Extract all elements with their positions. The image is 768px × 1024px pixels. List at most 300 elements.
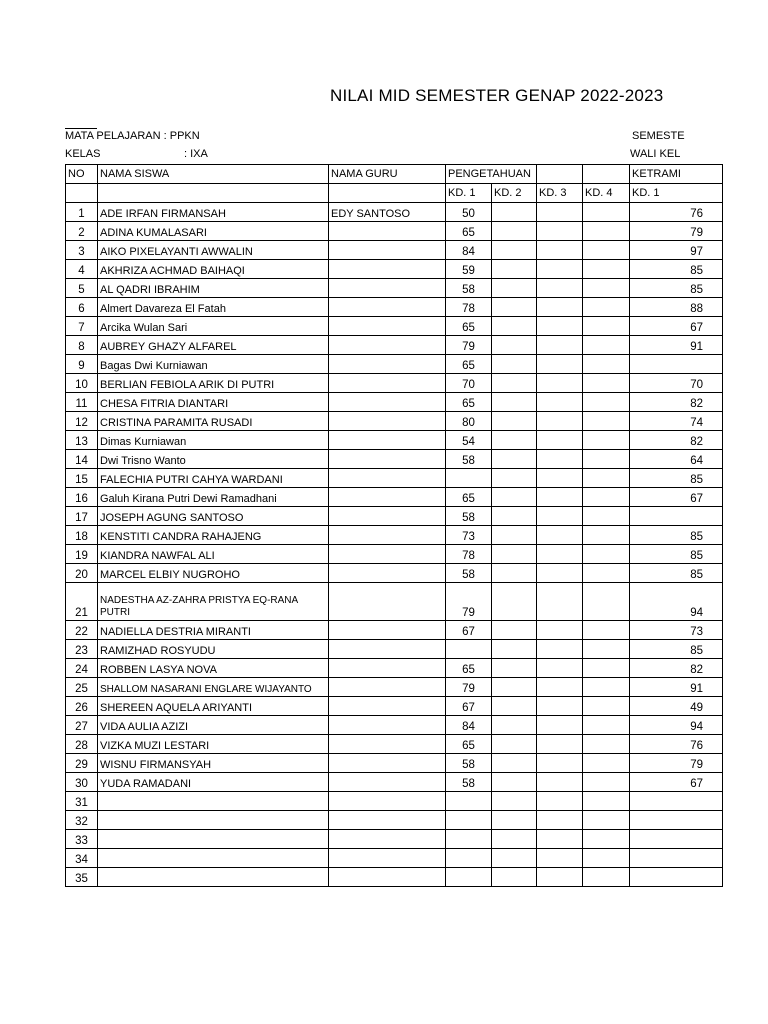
knowledge-kd3: [537, 450, 583, 469]
row-number: 1: [66, 203, 98, 222]
skills-kd1: 67: [630, 773, 723, 792]
kd-header: KD. 2: [492, 184, 537, 203]
knowledge-kd2: [492, 811, 537, 830]
knowledge-kd1: 65: [446, 393, 492, 412]
table-row: [66, 431, 723, 450]
knowledge-kd1: 79: [446, 678, 492, 697]
row-number: 11: [66, 393, 98, 412]
knowledge-kd4: [583, 697, 630, 716]
knowledge-kd4: [583, 811, 630, 830]
student-name: VIDA AULIA AZIZI: [98, 716, 329, 735]
grades-table: [65, 164, 723, 887]
student-name: FALECHIA PUTRI CAHYA WARDANI: [98, 469, 329, 488]
row-number: 21: [66, 583, 98, 621]
skills-kd1: 76: [630, 735, 723, 754]
knowledge-kd2: [492, 849, 537, 868]
knowledge-kd2: [492, 773, 537, 792]
knowledge-kd2: [492, 412, 537, 431]
knowledge-kd3: [537, 868, 583, 887]
row-number: 34: [66, 849, 98, 868]
knowledge-kd1: 65: [446, 317, 492, 336]
knowledge-kd4: [583, 393, 630, 412]
row-number: 15: [66, 469, 98, 488]
knowledge-kd3: [537, 222, 583, 241]
student-name: NADIELLA DESTRIA MIRANTI: [98, 621, 329, 640]
knowledge-kd3: [537, 754, 583, 773]
row-number: 3: [66, 241, 98, 260]
knowledge-kd3: [537, 241, 583, 260]
knowledge-kd3: [537, 431, 583, 450]
student-name: YUDA RAMADANI: [98, 773, 329, 792]
knowledge-kd1: 79: [446, 583, 492, 621]
knowledge-kd3: [537, 773, 583, 792]
row-number: 32: [66, 811, 98, 830]
skills-kd1: [630, 830, 723, 849]
knowledge-kd4: [583, 469, 630, 488]
teacher-name: [329, 830, 446, 849]
knowledge-kd2: [492, 735, 537, 754]
knowledge-kd1: 73: [446, 526, 492, 545]
knowledge-kd4: [583, 336, 630, 355]
table-row: [66, 773, 723, 792]
semester-label: SEMESTE: [632, 130, 685, 142]
student-name: Dimas Kurniawan: [98, 431, 329, 450]
knowledge-kd4: [583, 374, 630, 393]
header-skills: KETRAMI: [630, 165, 723, 184]
kd-header-empty: [329, 184, 446, 203]
student-name: AUBREY GHAZY ALFAREL: [98, 336, 329, 355]
page-title: NILAI MID SEMESTER GENAP 2022-2023: [330, 86, 664, 105]
knowledge-kd2: [492, 830, 537, 849]
knowledge-kd2: [492, 583, 537, 621]
knowledge-kd2: [492, 241, 537, 260]
teacher-name: [329, 336, 446, 355]
student-name: WISNU FIRMANSYAH: [98, 754, 329, 773]
row-number: 35: [66, 868, 98, 887]
teacher-name: [329, 716, 446, 735]
table-row: [66, 336, 723, 355]
knowledge-kd2: [492, 488, 537, 507]
knowledge-kd4: [583, 868, 630, 887]
knowledge-kd2: [492, 374, 537, 393]
knowledge-kd4: [583, 773, 630, 792]
skills-kd1: [630, 811, 723, 830]
knowledge-kd4: [583, 564, 630, 583]
knowledge-kd4: [583, 488, 630, 507]
table-row: [66, 355, 723, 374]
row-number: 29: [66, 754, 98, 773]
teacher-name: [329, 241, 446, 260]
teacher-name: [329, 279, 446, 298]
student-name: MARCEL ELBIY NUGROHO: [98, 564, 329, 583]
knowledge-kd2: [492, 754, 537, 773]
knowledge-kd4: [583, 545, 630, 564]
student-name: AL QADRI IBRAHIM: [98, 279, 329, 298]
header-teacher: NAMA GURU: [329, 165, 446, 184]
knowledge-kd3: [537, 279, 583, 298]
row-number: 9: [66, 355, 98, 374]
teacher-name: [329, 260, 446, 279]
knowledge-kd3: [537, 336, 583, 355]
student-name: [98, 830, 329, 849]
knowledge-kd3: [537, 355, 583, 374]
table-row: [66, 830, 723, 849]
row-number: 8: [66, 336, 98, 355]
knowledge-kd3: [537, 640, 583, 659]
table-row: [66, 393, 723, 412]
teacher-name: [329, 412, 446, 431]
table-row: [66, 716, 723, 735]
spreadsheet-area: [65, 128, 704, 885]
knowledge-kd2: [492, 450, 537, 469]
table-row: [66, 203, 723, 222]
table-row: [66, 298, 723, 317]
knowledge-kd1: 67: [446, 697, 492, 716]
knowledge-kd1: 58: [446, 507, 492, 526]
row-number: 5: [66, 279, 98, 298]
row-number: 23: [66, 640, 98, 659]
knowledge-kd2: [492, 469, 537, 488]
knowledge-kd1: 58: [446, 754, 492, 773]
knowledge-kd1: 80: [446, 412, 492, 431]
teacher-name: [329, 849, 446, 868]
knowledge-kd4: [583, 279, 630, 298]
row-number: 33: [66, 830, 98, 849]
table-row: [66, 697, 723, 716]
teacher-name: EDY SANTOSO: [329, 203, 446, 222]
student-name: JOSEPH AGUNG SANTOSO: [98, 507, 329, 526]
table-row: [66, 317, 723, 336]
knowledge-kd4: [583, 298, 630, 317]
skills-kd1: [630, 849, 723, 868]
teacher-name: [329, 431, 446, 450]
skills-kd1: 88: [630, 298, 723, 317]
row-number: 19: [66, 545, 98, 564]
teacher-name: [329, 640, 446, 659]
knowledge-kd3: [537, 811, 583, 830]
table-row: [66, 659, 723, 678]
teacher-name: [329, 735, 446, 754]
teacher-name: [329, 507, 446, 526]
skills-kd1: 85: [630, 640, 723, 659]
header-empty: [583, 165, 630, 184]
header-knowledge: PENGETAHUAN: [446, 165, 537, 184]
knowledge-kd1: 54: [446, 431, 492, 450]
knowledge-kd1: 58: [446, 773, 492, 792]
student-name: [98, 583, 329, 621]
skills-kd1: 79: [630, 222, 723, 241]
knowledge-kd1: [446, 849, 492, 868]
knowledge-kd2: [492, 203, 537, 222]
knowledge-kd2: [492, 431, 537, 450]
knowledge-kd4: [583, 355, 630, 374]
table-row: [66, 678, 723, 697]
row-number: 6: [66, 298, 98, 317]
knowledge-kd4: [583, 849, 630, 868]
student-name: [98, 811, 329, 830]
teacher-name: [329, 450, 446, 469]
knowledge-kd2: [492, 545, 537, 564]
table-row: [66, 545, 723, 564]
teacher-name: [329, 374, 446, 393]
skills-kd1: 82: [630, 431, 723, 450]
teacher-name: [329, 564, 446, 583]
header-no: NO: [66, 165, 98, 184]
knowledge-kd1: [446, 469, 492, 488]
student-name: CRISTINA PARAMITA RUSADI: [98, 412, 329, 431]
row-number: 22: [66, 621, 98, 640]
knowledge-kd4: [583, 450, 630, 469]
knowledge-kd4: [583, 507, 630, 526]
row-number: 24: [66, 659, 98, 678]
skills-kd1: [630, 868, 723, 887]
knowledge-kd1: 78: [446, 545, 492, 564]
student-name: [98, 868, 329, 887]
skills-kd1: 74: [630, 412, 723, 431]
knowledge-kd1: 58: [446, 450, 492, 469]
row-number: 14: [66, 450, 98, 469]
student-name: AIKO PIXELAYANTI AWWALIN: [98, 241, 329, 260]
row-number: 31: [66, 792, 98, 811]
knowledge-kd1: 67: [446, 621, 492, 640]
row-number: 28: [66, 735, 98, 754]
teacher-name: [329, 792, 446, 811]
knowledge-kd2: [492, 716, 537, 735]
knowledge-kd2: [492, 659, 537, 678]
knowledge-kd1: 65: [446, 355, 492, 374]
table-row: [66, 469, 723, 488]
table-row: [66, 450, 723, 469]
knowledge-kd1: 50: [446, 203, 492, 222]
knowledge-kd3: [537, 507, 583, 526]
skills-kd1: 70: [630, 374, 723, 393]
knowledge-kd1: 65: [446, 735, 492, 754]
knowledge-kd1: [446, 792, 492, 811]
student-name: KIANDRA NAWFAL ALI: [98, 545, 329, 564]
knowledge-kd2: [492, 792, 537, 811]
teacher-name: [329, 222, 446, 241]
skills-kd1: 64: [630, 450, 723, 469]
table-row: [66, 564, 723, 583]
row-number: 10: [66, 374, 98, 393]
knowledge-kd3: [537, 488, 583, 507]
table-row: [66, 222, 723, 241]
knowledge-kd3: [537, 659, 583, 678]
knowledge-kd3: [537, 203, 583, 222]
table-row: [66, 811, 723, 830]
knowledge-kd2: [492, 355, 537, 374]
knowledge-kd2: [492, 526, 537, 545]
row-number: 12: [66, 412, 98, 431]
student-name-text: SHALLOM NASARANI ENGLARE WIJAYANTO: [100, 684, 312, 695]
knowledge-kd4: [583, 621, 630, 640]
teacher-name: [329, 488, 446, 507]
table-row: [66, 849, 723, 868]
skills-kd1: 79: [630, 754, 723, 773]
skills-kd1: 67: [630, 488, 723, 507]
table-row: [66, 507, 723, 526]
header-empty: [537, 165, 583, 184]
homeroom-label: WALI KEL: [630, 148, 681, 160]
table-row: [66, 526, 723, 545]
knowledge-kd1: 58: [446, 564, 492, 583]
student-name: VIZKA MUZI LESTARI: [98, 735, 329, 754]
student-name: ADINA KUMALASARI: [98, 222, 329, 241]
knowledge-kd4: [583, 317, 630, 336]
skills-kd1: 82: [630, 659, 723, 678]
row-number: 30: [66, 773, 98, 792]
teacher-name: [329, 355, 446, 374]
knowledge-kd3: [537, 298, 583, 317]
student-name: KENSTITI CANDRA RAHAJENG: [98, 526, 329, 545]
knowledge-kd1: [446, 830, 492, 849]
knowledge-kd4: [583, 678, 630, 697]
knowledge-kd1: [446, 640, 492, 659]
student-name: Almert Davareza El Fatah: [98, 298, 329, 317]
knowledge-kd1: 84: [446, 716, 492, 735]
knowledge-kd1: 84: [446, 241, 492, 260]
knowledge-kd3: [537, 678, 583, 697]
knowledge-kd1: [446, 811, 492, 830]
row-number: 4: [66, 260, 98, 279]
table-row: [66, 735, 723, 754]
table-row: [66, 754, 723, 773]
knowledge-kd3: [537, 849, 583, 868]
kd-header-empty: [98, 184, 329, 203]
knowledge-kd4: [583, 583, 630, 621]
table-row: [66, 412, 723, 431]
skills-kd1: 49: [630, 697, 723, 716]
knowledge-kd3: [537, 735, 583, 754]
teacher-name: [329, 621, 446, 640]
teacher-name: [329, 317, 446, 336]
kd-header-empty: [66, 184, 98, 203]
skills-kd1: 76: [630, 203, 723, 222]
teacher-name: [329, 526, 446, 545]
table-row: [66, 241, 723, 260]
teacher-name: [329, 545, 446, 564]
knowledge-kd2: [492, 621, 537, 640]
class-value: : IXA: [184, 148, 208, 160]
knowledge-kd3: [537, 697, 583, 716]
knowledge-kd3: [537, 317, 583, 336]
teacher-name: [329, 678, 446, 697]
knowledge-kd3: [537, 469, 583, 488]
table-row: [66, 621, 723, 640]
row-number: 20: [66, 564, 98, 583]
knowledge-kd3: [537, 526, 583, 545]
knowledge-kd1: 79: [446, 336, 492, 355]
knowledge-kd3: [537, 374, 583, 393]
student-name: SHEREEN AQUELA ARIYANTI: [98, 697, 329, 716]
skills-kd1: 85: [630, 279, 723, 298]
knowledge-kd4: [583, 222, 630, 241]
knowledge-kd2: [492, 564, 537, 583]
skills-kd1: 97: [630, 241, 723, 260]
header-row: [66, 165, 723, 184]
skills-kd1: 73: [630, 621, 723, 640]
student-name: [98, 792, 329, 811]
student-name: [98, 849, 329, 868]
skills-kd1: [630, 792, 723, 811]
row-number: 16: [66, 488, 98, 507]
skills-kd1: 94: [630, 716, 723, 735]
knowledge-kd3: [537, 393, 583, 412]
knowledge-kd3: [537, 621, 583, 640]
teacher-name: [329, 393, 446, 412]
skills-kd1: 85: [630, 526, 723, 545]
knowledge-kd2: [492, 697, 537, 716]
table-row: [66, 374, 723, 393]
table-row: [66, 792, 723, 811]
knowledge-kd4: [583, 431, 630, 450]
teacher-name: [329, 469, 446, 488]
knowledge-kd4: [583, 241, 630, 260]
knowledge-kd4: [583, 716, 630, 735]
skills-kd1: 85: [630, 545, 723, 564]
knowledge-kd4: [583, 735, 630, 754]
kd-header: KD. 1: [630, 184, 723, 203]
knowledge-kd4: [583, 412, 630, 431]
kd-header: KD. 3: [537, 184, 583, 203]
student-name: BERLIAN FEBIOLA ARIK DI PUTRI: [98, 374, 329, 393]
knowledge-kd1: 65: [446, 222, 492, 241]
knowledge-kd4: [583, 792, 630, 811]
student-name: AKHRIZA ACHMAD BAIHAQI: [98, 260, 329, 279]
knowledge-kd3: [537, 792, 583, 811]
knowledge-kd3: [537, 830, 583, 849]
skills-kd1: [630, 355, 723, 374]
table-row: [66, 640, 723, 659]
knowledge-kd1: [446, 868, 492, 887]
knowledge-kd1: 58: [446, 279, 492, 298]
knowledge-kd2: [492, 640, 537, 659]
knowledge-kd4: [583, 640, 630, 659]
table-row: [66, 279, 723, 298]
student-name: ROBBEN LASYA NOVA: [98, 659, 329, 678]
student-name: Galuh Kirana Putri Dewi Ramadhani: [98, 488, 329, 507]
student-name: Bagas Dwi Kurniawan: [98, 355, 329, 374]
kd-header: KD. 1: [446, 184, 492, 203]
knowledge-kd2: [492, 678, 537, 697]
knowledge-kd4: [583, 526, 630, 545]
row-number: 27: [66, 716, 98, 735]
row-number: 18: [66, 526, 98, 545]
teacher-name: [329, 659, 446, 678]
teacher-name: [329, 697, 446, 716]
skills-kd1: 91: [630, 678, 723, 697]
teacher-name: [329, 583, 446, 621]
table-row: [66, 488, 723, 507]
class-label: KELAS: [65, 148, 101, 160]
skills-kd1: [630, 507, 723, 526]
skills-kd1: 67: [630, 317, 723, 336]
knowledge-kd4: [583, 659, 630, 678]
header-student: NAMA SISWA: [98, 165, 329, 184]
knowledge-kd1: 65: [446, 488, 492, 507]
knowledge-kd2: [492, 868, 537, 887]
kd-header: KD. 4: [583, 184, 630, 203]
knowledge-kd4: [583, 830, 630, 849]
knowledge-kd2: [492, 507, 537, 526]
skills-kd1: 85: [630, 469, 723, 488]
knowledge-kd2: [492, 222, 537, 241]
knowledge-kd3: [537, 260, 583, 279]
skills-kd1: 85: [630, 564, 723, 583]
knowledge-kd1: 65: [446, 659, 492, 678]
table-row: [66, 868, 723, 887]
kd-header-row: [66, 184, 723, 203]
